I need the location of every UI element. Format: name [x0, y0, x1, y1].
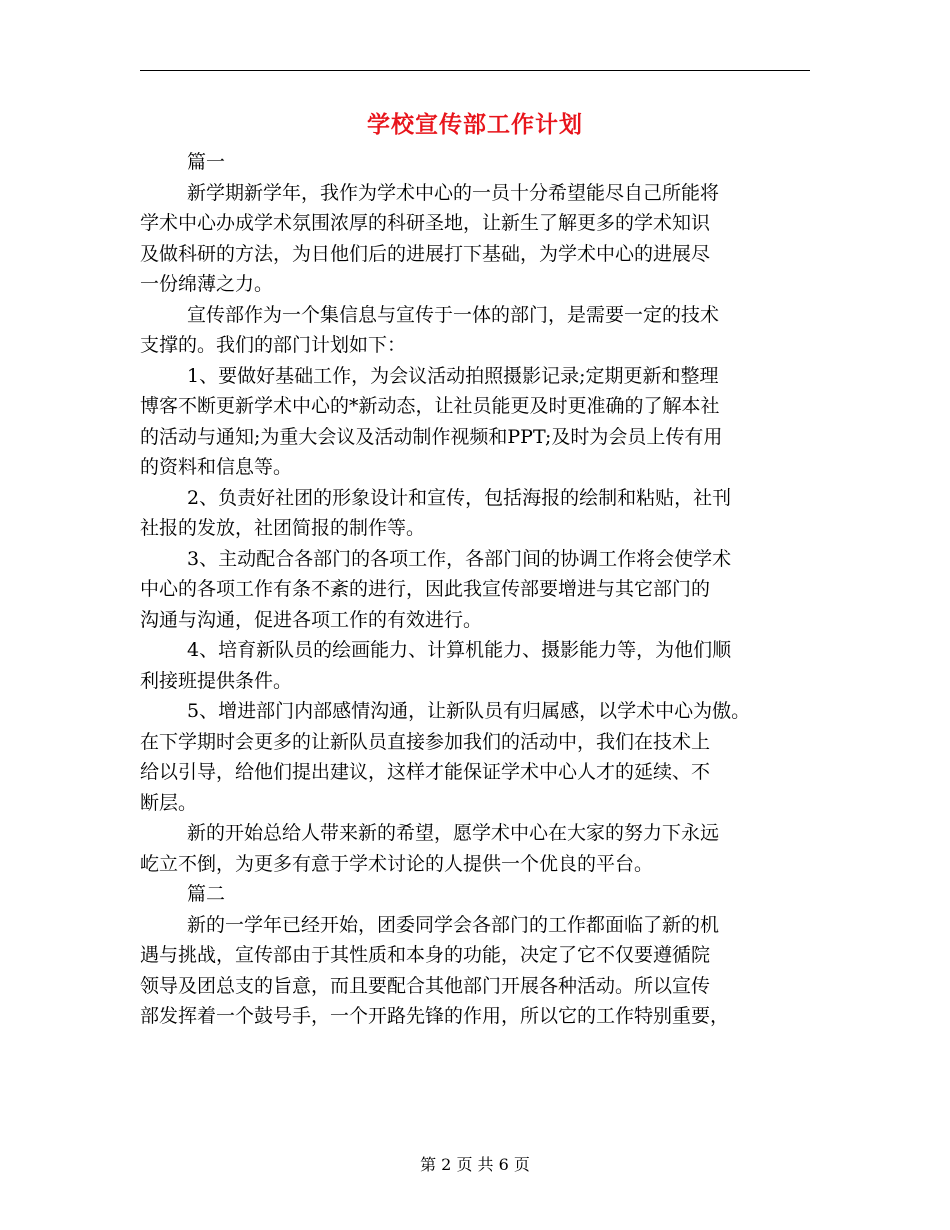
body-line: 领导及团总支的旨意，而且要配合其他部门开展各种活动。所以宣传 [140, 974, 711, 997]
body-line: 中心的各项工作有条不紊的进行，因此我宣传部要增进与其它部门的 [140, 578, 711, 600]
body-line: 1、要做好基础工作，为会议活动拍照摄影记录;定期更新和整理 [187, 364, 719, 387]
body-line: 新的一学年已经开始，团委同学会各部门的工作都面临了新的机 [187, 913, 720, 936]
document-title: 学校宣传部工作计划 [367, 111, 583, 138]
body-line: 一份绵薄之力。 [140, 273, 274, 295]
header-rule [140, 70, 810, 71]
page-number-footer: 第 2 页 共 6 页 [420, 1155, 530, 1174]
body-line: 屹立不倒，为更多有意于学术讨论的人提供一个优良的平台。 [140, 852, 654, 875]
body-line: 社报的发放，社团简报的制作等。 [140, 517, 426, 539]
body-line: 遇与挑战，宣传部由于其性质和本身的功能，决定了它不仅要遵循院 [140, 944, 711, 966]
body-line: 断层。 [140, 791, 198, 814]
document-body [140, 147, 840, 1032]
body-line: 沟通与沟通，促进各项工作的有效进行。 [140, 608, 483, 631]
body-line: 篇二 [187, 883, 226, 905]
body-line: 3、主动配合各部门的各项工作，各部门间的协调工作将会使学术 [187, 547, 732, 570]
body-line: 4、培育新队员的绘画能力、计算机能力、摄影能力等，为他们顺 [187, 639, 732, 661]
body-line: 给以引导，给他们提出建议，这样才能保证学术中心人才的延续、不 [140, 761, 711, 783]
body-line: 部发挥着一个鼓号手，一个开路先锋的作用，所以它的工作特别重要， [140, 1005, 730, 1027]
body-line: 2、负责好社团的形象设计和宣传，包括海报的绘制和粘贴，社刊 [187, 486, 732, 509]
body-line: 在下学期时会更多的让新队员直接参加我们的活动中，我们在技术上 [140, 730, 711, 753]
body-line: 学术中心办成学术氛围浓厚的科研圣地，让新生了解更多的学术知识 [140, 212, 711, 234]
body-line: 新学期新学年，我作为学术中心的一员十分希望能尽自己所能将 [187, 181, 720, 204]
body-line: 及做科研的方法，为日他们后的进展打下基础，为学术中心的进展尽 [140, 242, 711, 265]
body-line: 新的开始总给人带来新的希望，愿学术中心在大家的努力下永远 [187, 822, 720, 844]
body-line: 宣传部作为一个集信息与宣传于一体的部门，是需要一定的技术 [187, 303, 720, 326]
body-line: 支撑的。我们的部门计划如下： [140, 334, 407, 356]
body-line: 的资料和信息等。 [140, 456, 293, 478]
body-line: 博客不断更新学术中心的*新动态，让社员能更及时更准确的了解本社 [140, 395, 720, 417]
body-line: 5、增进部门内部感情沟通，让新队员有归属感，以学术中心为傲。 [187, 700, 751, 722]
body-line: 的活动与通知;为重大会议及活动制作视频和PPT;及时为会员上传有用 [140, 425, 723, 448]
body-line: 篇一 [187, 151, 226, 173]
body-line: 利接班提供条件。 [140, 669, 293, 692]
